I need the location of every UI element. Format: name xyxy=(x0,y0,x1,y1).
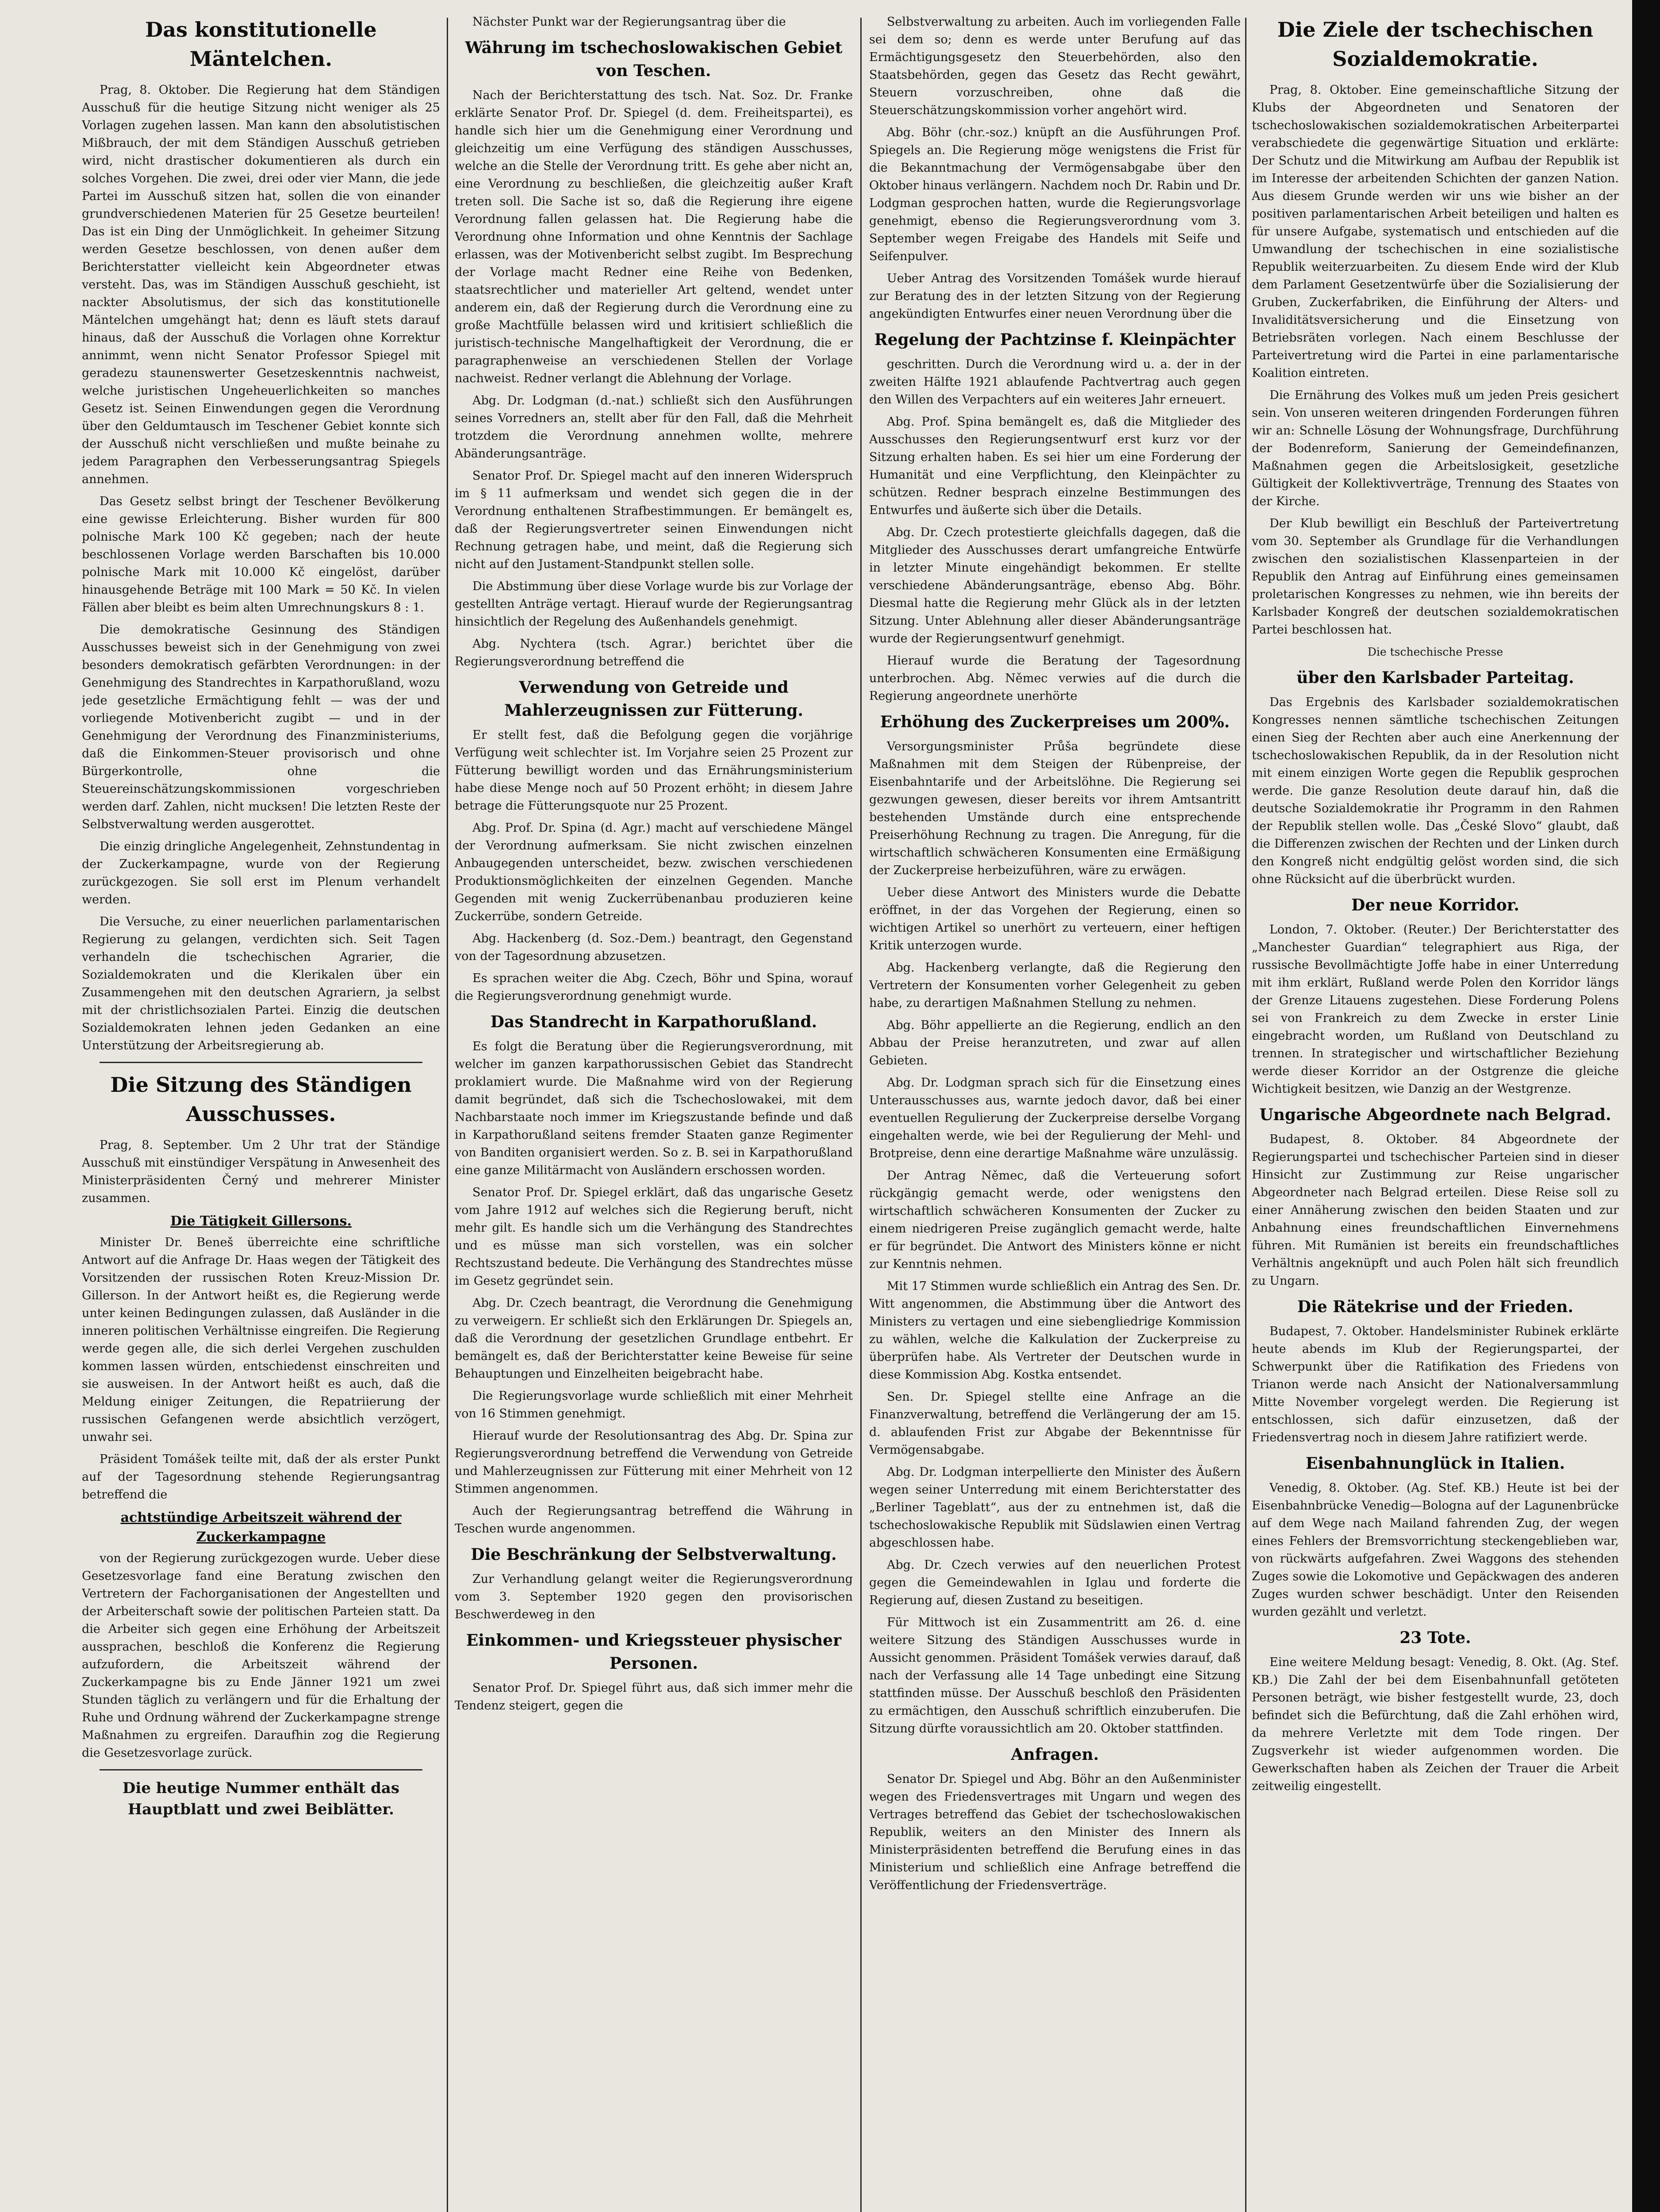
paragraph: Für Mittwoch ist ein Zusammentritt am 26. d. eine weitere Sitzung des Ständigen Ausschusses wurde in Aussicht genommen. Präsident Tomášek verwies darauf, daß nach der Verfassung alle 14 Tage unbedingt eine Sitzung stattfinden müsse. Der Ausschuß beschloß den Präsidenten zu ermächtigen, den Ausschuß schriftlich einzuberufen. Die Sitzung dürfte voraussichtlich am 20. Oktober stattfinden. xyxy=(869,1616,1241,1736)
paragraph: Versorgungsminister Průša begründete diese Maßnahmen mit dem Steigen der Rübenpreise, der Eisenbahntarife und der Arbeitslöhne. Die Regierung sei gezwungen gewesen, dieser bereits vor ihrem Amtsantritt bestehenden Umstände durch eine entsprechende Preiserhöhung Rechnung zu tragen. Die Anregung, für die wirtschaftlich schwächeren Konsumenten eine Ermäßigung der Zuckerpreise herbeizuführen, wäre zu erwägen. xyxy=(869,740,1241,877)
paragraph: Abg. Dr. Lodgman (d.-nat.) schließt sich den Ausführungen seines Vorredners an, stellt aber für den Fall, daß die Mehrheit trotzdem die Verordnung annehmen wollte, mehrere Abänderungsanträge. xyxy=(455,394,853,461)
article-title: Die Sitzung des Ständigen Ausschusses. xyxy=(110,1073,412,1126)
article-title: Die Ziele der tschechischen Sozialdemokratie. xyxy=(1277,18,1594,71)
paragraph: Die Ernährung des Volkes muß um jeden Preis gesichert sein. Von unseren weiteren dringenden Forderungen führen wir an: Schnelle Lösung der Wohnungsfrage, Durchführung der Bodenreform, Sanierung der Gemeindefinanzen, Maßnahmen gegen die Arbeitslosigkeit, gesetzliche Gültigkeit der Kollektivverträge, Trennung des Staates von der Kirche. xyxy=(1252,388,1619,508)
section-heading: achtstündige Arbeitszeit während der Zuckerkampagne xyxy=(120,1510,402,1545)
paragraph: Abg. Dr. Lodgman sprach sich für die Einsetzung eines Unterausschusses aus, warnte jedoch davor, daß bei einer eventuellen Regulierung der Zuckerpreise derselbe Vorgang eingehalten werde, wie bei der Regulierung der Mehl- und Brotpreise, denn eine derartige Maßnahme wäre unzulässig. xyxy=(869,1076,1241,1160)
paragraph: Selbstverwaltung zu arbeiten. Auch im vorliegenden Falle sei dem so; denn es werde unter Berufung auf das Ermächtigungsgesetz den Steuerbehörden, also den Staatsbehörden, gegen das Gesetz das Recht gewährt, Steuern vorzuschreiben, ohne daß die Steuerschätzungskommission vorher angehört wird. xyxy=(869,15,1241,117)
paragraph: Eine weitere Meldung besagt: Venedig, 8. Okt. (Ag. Stef. KB.) Die Zahl der bei dem Eisenbahnunfall getöteten Personen beträgt, wie bisher festgestellt wurde, 23, doch befindet sich die Befürchtung, daß die Zahl erhöhen wird, da mehrere Verletzte mit dem Tode ringen. Der Zugsverkehr ist wieder aufgenommen worden. Die Gewerkschaften haben als Zeichen der Trauer die Arbeit zeitweilig eingestellt. xyxy=(1252,1655,1619,1793)
paragraph: Budapest, 8. Oktober. 84 Abgeordnete der Regierungspartei und tschechischer Parteien sind in dieser Hinsicht zur Zustimmung zur Reise ungarischer Abgeordneter nach Belgrad erteilen. Diese Reise soll zu einer Annäherung zwischen den beiden Staaten und zur Anbahnung eines freundschaftlichen Einvernehmens führen. Mit Rumänien ist bereits ein freundschaftliches Verhältnis angeknüpft und auch Polen hält sich freundlich zu Ungarn. xyxy=(1252,1133,1619,1288)
paragraph: Zur Verhandlung gelangt weiter die Regierungsverordnung vom 3. September 1920 gegen den provisorischen Beschwerdeweg in den xyxy=(455,1572,853,1621)
paragraph: Er stellt fest, daß die Befolgung gegen die vorjährige Verfügung weit schlechter ist. Im Vorjahre seien 25 Prozent zur Fütterung bewilligt worden und das Ernährungsministerium habe diese Menge noch auf 50 Prozent erhöht; in diesem Jahre betrage die Fütterungsquote nur 25 Prozent. xyxy=(455,728,853,813)
section-heading: Die Tätigkeit Gillersons. xyxy=(170,1214,352,1229)
column-4 xyxy=(1252,13,1619,2212)
paragraph: Nächster Punkt war der Regierungsantrag über die xyxy=(472,15,786,29)
paragraph: Abg. Böhr appellierte an die Regierung, endlich an den Abbau der Preise heranzutreten, und zwar auf allen Gebieten. xyxy=(869,1018,1241,1068)
column-rule xyxy=(860,18,862,2212)
paragraph: Abg. Dr. Czech protestierte gleichfalls dagegen, daß die Mitglieder des Ausschusses derart umfangreiche Entwürfe in letzter Minute eingehändigt bekommen. Er stellte verschiedene Abänderungsanträge, ebenso Abg. Böhr. Diesmal hatte die Regierung mehr Glück als in der letzten Sitzung. Unter Ablehnung aller dieser Abänderungsanträge wurde der Regierungsentwurf genehmigt. xyxy=(869,526,1241,645)
section-kicker: Die tschechische Presse xyxy=(1367,645,1503,658)
article-title: Die Beschränkung der Selbstverwaltung. xyxy=(471,1545,837,1564)
article-title: Eisenbahnunglück in Italien. xyxy=(1305,1454,1565,1473)
paragraph: Abg. Dr. Czech beantragt, die Verordnung die Genehmigung zu verweigern. Er schließt sich den Erklärungen Dr. Spiegels an, daß die Verordnung der gesetzlichen Grundlage entbehrt. Er bemängelt es, daß der Berichterstatter keine Beweise für seine Behauptungen und Einzelheiten beigebracht habe. xyxy=(455,1296,853,1381)
article-title: Anfragen. xyxy=(1011,1745,1099,1764)
paragraph: Abg. Hackenberg verlangte, daß die Regierung den Vertretern der Konsumenten vorher Gelegenheit zu geben habe, zu derartigen Maßnahmen Stellung zu nehmen. xyxy=(869,961,1241,1010)
column-3 xyxy=(869,13,1241,2212)
paragraph: Budapest, 7. Oktober. Handelsminister Rubinek erklärte heute abends im Klub der Regierungspartei, der Schwerpunkt über die Ratifikation des Friedens von Trianon werde nach Ansicht der Nationalversammlung Mitte November vorgelegt werden. Die Regierung ist entschlossen, sich dafür einzusetzen, daß der Friedensvertrag noch in diesem Jahre ratifiziert werde. xyxy=(1252,1325,1619,1444)
paragraph: Die demokratische Gesinnung des Ständigen Ausschusses beweist sich in der Genehmigung von zwei besonders demokratisch gefärbten Verordnungen: in der Genehmigung des Standrechtes in Karpathorußland, wozu jede gesetzliche Ermächtigung fehlt — was der und vorliegende Motivenbericht zugibt — und in der Genehmigung der Verordnung des Finanzministeriums, daß die Einkommen-Steuer provisorisch und ohne Bürgerkontrolle, ohne die Steuereinschätzungskommissionen vorgeschrieben werden darf. Zahlen, nicht mucksen! Die letzten Reste der Selbstverwaltung werden ausgerottet. xyxy=(82,623,440,831)
section-divider xyxy=(100,1062,422,1063)
paragraph: Hierauf wurde die Beratung der Tagesordnung unterbrochen. Abg. Němec verwies auf die durch die Regierung angeordnete unerhörte xyxy=(869,654,1241,703)
paragraph: Abg. Böhr (chr.-soz.) knüpft an die Ausführungen Prof. Spiegels an. Die Regierung möge wenigstens die Frist für die Bekanntmachung der Vermögensabgabe über den Oktober hinaus verlängern. Nachdem noch Dr. Rabin und Dr. Lodgman gesprochen hatten, wurde die Regierungsvorlage genehmigt, ebenso die Regierungsverordnung vom 3. September wegen Freigabe des Handels mit Seife und Seifenpulver. xyxy=(869,126,1241,263)
article-title: Erhöhung des Zuckerpreises um 200%. xyxy=(880,713,1230,731)
scan-edge xyxy=(1632,0,1660,2212)
paragraph: Präsident Tomášek teilte mit, daß der als erster Punkt auf der Tagesordnung stehende Regierungsantrag betreffend die xyxy=(82,1452,440,1502)
paragraph: Abg. Hackenberg (d. Soz.-Dem.) beantragt, den Gegenstand von der Tagesordnung abzusetzen. xyxy=(455,932,853,963)
paragraph: Auch der Regierungsantrag betreffend die Währung in Teschen wurde angenommen. xyxy=(455,1504,853,1536)
paragraph: Mit 17 Stimmen wurde schließlich ein Antrag des Sen. Dr. Witt angenommen, die Abstimmung über die Antwort des Ministers zu vertagen und eine siebengliedrige Kommission zu wählen, welche die Kalkulation der Zuckerpreise zu überprüfen habe. Als Vertreter der Deutschen wurde in diese Kommission Abg. Kostka entsendet. xyxy=(869,1279,1241,1382)
article-title: Das konstitutionelle Mäntelchen. xyxy=(145,18,377,71)
paragraph: Abg. Dr. Lodgman interpellierte den Minister des Äußern wegen seiner Unterredung mit einem Berichterstatter des „Berliner Tageblatt“, aus der zu entnehmen ist, daß die tschechoslowakische Republik mit Südslawien einen Vertrag abgeschlossen habe. xyxy=(869,1465,1241,1550)
article-title: Währung im tschechoslowakischen Gebiet von Teschen. xyxy=(465,38,843,80)
paragraph: Die Abstimmung über diese Vorlage wurde bis zur Vorlage der gestellten Anträge vertagt. Hierauf wurde der Regierungsantrag hinsichtlich der Regelung des Außenhandels genehmigt. xyxy=(455,580,853,629)
paragraph: Ueber Antrag des Vorsitzenden Tomášek wurde hierauf zur Beratung des in der letzten Sitzung von der Regierung angekündigten Entwurfes einer neuen Verordnung über die xyxy=(869,272,1241,321)
paragraph: Minister Dr. Beneš überreichte eine schriftliche Antwort auf die Anfrage Dr. Haas wegen der Tätigkeit des Vorsitzenden der russischen Roten Kreuz-Mission Dr. Gillerson. In der Antwort heißt es, die Regierung werde unter keinen Bedingungen zulassen, daß Ausländer in die inneren politischen Verhältnisse eingreifen. Die Regierung werde gegen alle, die sich derlei Vergehen zuschulden kommen lassen würden, entschiedenst einschreiten und sie ausweisen. In der Antwort heißt es auch, daß die Meldung einiger Zeitungen, die Repatriierung der russischen Gefangenen werde absichtlich verzögert, unwahr sei. xyxy=(82,1236,440,1444)
paragraph: Prag, 8. Oktober. Eine gemeinschaftliche Sitzung der Klubs der Abgeordneten und Senatoren der tschechoslowakischen sozialdemokratischen Arbeiterpartei verabschiedete die gegenwärtige Situation und erklärte: Der Schutz und die Mitwirkung am Aufbau der Republik ist im Interesse der arbeitenden Schichten der ganzen Nation. Aus diesem Grunde werden wir uns wie bisher an der positiven parlamentarischen Arbeit beteiligen und halten es für unsere Aufgabe, systematisch und entschieden auf die Umwandlung der tschechischen in eine sozialistische Republik weiterzuarbeiten. Zu diesem Ende wird der Klub dem Parlament Gesetzentwürfe über die Sozialisierung der Gruben, Zuckerfabriken, die Einführung der Alters- und Invaliditätsversicherung und die Einsetzung von Betriebsräten vorlegen. Nach einem Beschlusse der Parteivertretung wird die Partei in eine parlamentarische Koalition eintreten. xyxy=(1252,83,1619,380)
article-title: Regelung der Pachtzinse f. Kleinpächter xyxy=(874,330,1236,349)
paragraph: Senator Prof. Dr. Spiegel macht auf den inneren Widerspruch im § 11 aufmerksam und wendet sich gegen die in der Verordnung enthaltenen Strafbestimmungen. Er bemängelt es, daß der Regierungsvertreter seinen Einwendungen nicht Rechnung getragen habe, und meint, daß die Regierung sich nicht auf den Justament-Standpunkt stellen solle. xyxy=(455,469,853,571)
issue-note: Die heutige Nummer enthält das Hauptblatt und zwei Beiblätter. xyxy=(122,1779,400,1818)
paragraph: Es sprachen weiter die Abg. Czech, Böhr und Spina, worauf die Regierungsverordnung genehmigt wurde. xyxy=(455,972,853,1003)
paragraph: Senator Prof. Dr. Spiegel führt aus, daß sich immer mehr die Tendenz steigert, gegen die xyxy=(455,1681,853,1713)
paragraph: Die Versuche, zu einer neuerlichen parlamentarischen Regierung zu gelangen, verdichten sich. Seit Tagen verhandeln die tschechischen Agrarier, die Sozialdemokraten und die Klerikalen über ein Zusammengehen mit den deutschen Agrariern, ja selbst mit der christlichsozialen Partei. Einzig die deutschen Sozialdemokraten lehnen jeden Gedanken an eine Unterstützung der Arbeitsregierung ab. xyxy=(82,915,440,1052)
paragraph: Hierauf wurde der Resolutionsantrag des Abg. Dr. Spina zur Regierungsverordnung betreffend die Verwendung von Getreide und Mahlerzeugnissen zur Fütterung mit einer Mehrheit von 12 Stimmen angenommen. xyxy=(455,1429,853,1496)
paragraph: Ueber diese Antwort des Ministers wurde die Debatte eröffnet, in der das Vorgehen der Regierung, einen so wichtigen Artikel so unerhört zu verteuern, einer heftigen Kritik unterzogen wurde. xyxy=(869,886,1241,952)
paragraph: Das Ergebnis des Karlsbader sozialdemokratischen Kongresses nennen sämtliche tschechischen Zeitungen einen Sieg der Rechten aber auch eine Anerkennung der tschechoslowakischen Republik, da in der Resolution nicht mit einem einzigen Worte gegen die Republik gesprochen werde. Die ganze Resolution deute darauf hin, daß die deutsche Sozialdemokratie ihr Programm in den Rahmen der Republik stellen wolle. Das „České Slovo“ glaubt, daß die Differenzen zwischen der Rechten und der Linken durch den Kongreß nicht endgültig gelöst worden sind, die sich ohne Rücksicht auf die überbrückt wurden. xyxy=(1252,695,1619,886)
paragraph: Prag, 8. September. Um 2 Uhr trat der Ständige Ausschuß mit einstündiger Verspätung in Anwesenheit des Ministerpräsidenten Černý und mehrerer Minister zusammen. xyxy=(82,1138,440,1205)
article-title: Verwendung von Getreide und Mahlerzeugnissen zur Fütterung. xyxy=(504,678,803,720)
paragraph: Abg. Prof. Dr. Spina (d. Agr.) macht auf verschiedene Mängel der Verordnung aufmerksam. Sie nicht zwischen einzelnen Anbaugegenden unterscheidet, bezw. zwischen verschiedenen Produktionsmöglichkeiten der einzelnen Gegenden. Manche Gegenden mit wenig Zuckerrübenanbau produzieren keine Zuckerrübe, sondern Getreide. xyxy=(455,821,853,923)
paragraph: Der Antrag Němec, daß die Verteuerung sofort rückgängig gemacht werde, oder wenigstens den wirtschaftlich schwächeren Konsumenten der Zucker zu einem niedrigeren Preise zugänglich gemacht werde, halte er für begründet. Die Antwort des Ministers könne er nicht zur Kenntnis nehmen. xyxy=(869,1169,1241,1271)
paragraph: Abg. Dr. Czech verwies auf den neuerlichen Protest gegen die Gemeindewahlen in Iglau und forderte die Regierung auf, diesen Zustand zu beseitigen. xyxy=(869,1558,1241,1607)
paragraph: Abg. Prof. Spina bemängelt es, daß die Mitglieder des Ausschusses den Regierungsentwurf erst kurz vor der Sitzung erhalten haben. Es sei hier um eine Forderung der Humanität und eine Verpflichtung, den Kleinpächter zu schützen. Redner besprach einzelne Bestimmungen des Entwurfes und äußerte sich über die Details. xyxy=(869,415,1241,517)
paragraph: Der Klub bewilligt ein Beschluß der Parteivertretung vom 30. September als Grundlage für die Verhandlungen zwischen den sozialistischen Klassenparteien in der Republik den Antrag auf Einführung eines gemeinsamen proletarischen Kongresses zu nehmen, wie ihn bereits der Karlsbader Kongreß der deutschen sozialdemokratischen Partei beschlossen hat. xyxy=(1252,517,1619,637)
paragraph: Venedig, 8. Oktober. (Ag. Stef. KB.) Heute ist bei der Eisenbahnbrücke Venedig—Bologna auf der Lagunenbrücke auf dem Wege nach Mailand fahrenden Zug, der wegen eines Fehlers der Bremsvorrichtung steckengeblieben war, von rückwärts aufgefahren. Zwei Waggons des stehenden Zuges sowie die Lokomotive und Gepäckwagen des anderen Zuges wurden schwer beschädigt. Unter den Reisenden wurden gezählt und verletzt. xyxy=(1252,1481,1619,1619)
column-rule xyxy=(447,18,448,2212)
article-title: 23 Tote. xyxy=(1399,1628,1471,1647)
article-title: Der neue Korridor. xyxy=(1351,896,1519,914)
column-1 xyxy=(82,13,440,2212)
paragraph: von der Regierung zurückgezogen wurde. Ueber diese Gesetzesvorlage fand eine Beratung zwischen den Vertretern der Fachorganisationen der Angestellten und der Arbeiterschaft sowie der politischen Parteien statt. Da die Arbeiter sich gegen eine Erhöhung der Arbeitszeit aussprachen, beschloß die Konferenz die Regierung aufzufordern, die Arbeitszeit während der Zuckerkampagne bis zu Ende Jänner 1921 um zwei Stunden täglich zu verlängern und für die Erhaltung der Ruhe und Ordnung während der Zuckerkampagne strenge Maßnahmen zu ergreifen. Daraufhin zog die Regierung die Gesetzesvorlage zurück. xyxy=(82,1551,440,1760)
paragraph: Nach der Berichterstattung des tsch. Nat. Soz. Dr. Franke erklärte Senator Prof. Dr. Spiegel (d. dem. Freiheitspartei), es handle sich hier um die Genehmigung einer Verordnung und gleichzeitig um eine Verfügung des ständigen Ausschusses, welche an die Stelle der Verordnung tritt. Es gehe aber nicht an, eine Verordnung zu beschließen, die gleichzeitig außer Kraft treten soll. Die Sache ist so, daß die Regierung ihre eigene Verordnung fallen gelassen hat. Die Regierung habe die Verordnung ohne Information und ohne Kenntnis der Sachlage erlassen, was der Motivenbericht selbst zugibt. Im Besprechung der Vorlage macht Redner eine Reihe von Bedenken, staatsrechtlicher und materieller Art geltend, wendet unter anderem ein, daß der Regierung durch die Verordnung eine zu große Machtfülle belassen wird und kritisiert schließlich die juristisch-technische Mangelhaftigkeit der Verordnung, die er paragraphenweise an verschiedenen Stellen der Vorlage nachweist. Redner verlangt die Ablehnung der Vorlage. xyxy=(455,88,853,385)
paragraph: Senator Prof. Dr. Spiegel erklärt, daß das ungarische Gesetz vom Jahre 1912 auf welches sich die Regierung beruft, nicht mehr gilt. Es handle sich um die Verhängung des Standrechtes und es müsse man sich vorstellen, was ein solcher Rechtszustand bedeute. Die Verhängung des Standrechtes müsse im Gesetz gegründet sein. xyxy=(455,1186,853,1288)
article-title: Ungarische Abgeordnete nach Belgrad. xyxy=(1259,1106,1611,1124)
article-title: Das Standrecht in Karpathorußland. xyxy=(490,1013,817,1031)
paragraph: Die Regierungsvorlage wurde schließlich mit einer Mehrheit von 16 Stimmen genehmigt. xyxy=(455,1389,853,1421)
paragraph: Abg. Nychtera (tsch. Agrar.) berichtet über die Regierungsverordnung betreffend die xyxy=(455,637,853,668)
paragraph: geschritten. Durch die Verordnung wird u. a. der in der zweiten Hälfte 1921 ablaufende Pachtvertrag auch gegen den Willen des Verpachters auf ein weiteres Jahr erneuert. xyxy=(869,357,1241,407)
paragraph: Senator Dr. Spiegel und Abg. Böhr an den Außenminister wegen des Friedensvertrages mit Ungarn und wegen des Vertrages betreffend das Gebiet der tschechoslowakischen Republik, weiters an den Minister des Innern als Ministerpräsidenten betreffend die Berufung eines in das Ministerium und schließlich eine Anfrage betreffend die Veröffentlichung der Friedensverträge. xyxy=(869,1772,1241,1892)
column-rule xyxy=(1245,18,1246,2212)
paragraph: Sen. Dr. Spiegel stellte eine Anfrage an die Finanzverwaltung, betreffend die Verlängerung der am 15. d. ablaufenden Frist zur Abgabe der Bekenntnisse für Vermögensabgabe. xyxy=(869,1390,1241,1457)
paragraph: Die einzig dringliche Angelegenheit, Zehnstundentag in der Zuckerkampagne, wurde von der Regierung zurückgezogen. Sie soll erst im Plenum verhandelt werden. xyxy=(82,840,440,906)
section-divider xyxy=(100,1769,422,1770)
paragraph: Das Gesetz selbst bringt der Teschener Bevölkerung eine gewisse Erleichterung. Bisher wurden für 800 polnische Mark 100 Kč gegeben; nach der heute beschlossenen Vorlage werden Barschaften bis 10.000 polnische Mark mit 10.000 Kč eingelöst, darüber hinausgehende Beträge mit 100 Mark = 50 Kč. In vielen Fällen aber bleibt es beim alten Umrechnungskurs 8 : 1. xyxy=(82,495,440,614)
paragraph: London, 7. Oktober. (Reuter.) Der Berichterstatter des „Manchester Guardian“ telegraphiert aus Riga, der russische Bevollmächtigte Joffe habe in einer Unterredung mit ihm erklärt, Rußland werde Polen den Korridor längs der Grenze Litauens zugestehen. Diese Forderung Polens sei von Frankreich zu dem Zwecke in erster Linie eingebracht worden, um Rußland von Deutschland zu trennen. In strategischer und wirtschaftlicher Beziehung werde dieser Korridor an der Ostgrenze die gleiche Wichtigkeit besitzen, wie Danzig an der Westgrenze. xyxy=(1252,923,1619,1096)
article-title: Einkommen- und Kriegssteuer physischer Personen. xyxy=(466,1631,842,1673)
column-2 xyxy=(455,13,853,2212)
paragraph: Es folgt die Beratung über die Regierungsverordnung, mit welcher im ganzen karpathorussischen Gebiet das Standrecht proklamiert wurde. Die Maßnahme wird von der Regierung damit begründet, daß sich die Tschechoslowakei, mit dem Nachbarstaate noch immer im Kriegszustande befinde und daß in Karpathorußland seitens fremder Staaten ganze Regimenter von Banditen organisiert werden. So z. B. sei in Karpathorußland eine ganze Militärmacht von Ausländern erschossen worden. xyxy=(455,1040,853,1177)
article-title: über den Karlsbader Parteitag. xyxy=(1296,668,1574,687)
article-title: Die Rätekrise und der Frieden. xyxy=(1297,1298,1574,1316)
paragraph: Prag, 8. Oktober. Die Regierung hat dem Ständigen Ausschuß für die heutige Sitzung nicht weniger als 25 Vorlagen zugehen lassen. Man kann den absolutistischen Mißbrauch, der mit dem Ständigen Ausschuß getrieben wird, nicht drastischer dokumentieren als durch ein solches Vorgehen. Die zwei, drei oder vier Mann, die jede Partei im Ausschuß sitzen hat, sollen die von einander grundverschiedenen Materien für 25 Gesetze beurteilen! Das ist ein Ding der Unmöglichkeit. In geheimer Sitzung werden Gesetze beschlossen, von denen außer dem Berichterstatter vielleicht kein Abgeordneter etwas versteht. Das, was im Ständigen Ausschuß geschieht, ist nackter Absolutismus, der sich das konstitutionelle Mäntelchen umgehängt hat; denn es läuft stets darauf hinaus, daß der Ausschuß die Vorlagen ohne Korrektur annimmt, wenn nicht Senator Professor Spiegel mit geradezu staunenswerter Gesetzeskenntnis nachweist, welche juristischen Ungeheuerlichkeiten so manches Gesetz ist. Seinen Einwendungen gegen die Verordnung über den Geldumtausch im Teschener Gebiet konnte sich der Ausschuß nicht verschließen und mußte beinahe zu jedem Paragraphen den Verbesserungsantrag Spiegels annehmen. xyxy=(82,83,440,486)
